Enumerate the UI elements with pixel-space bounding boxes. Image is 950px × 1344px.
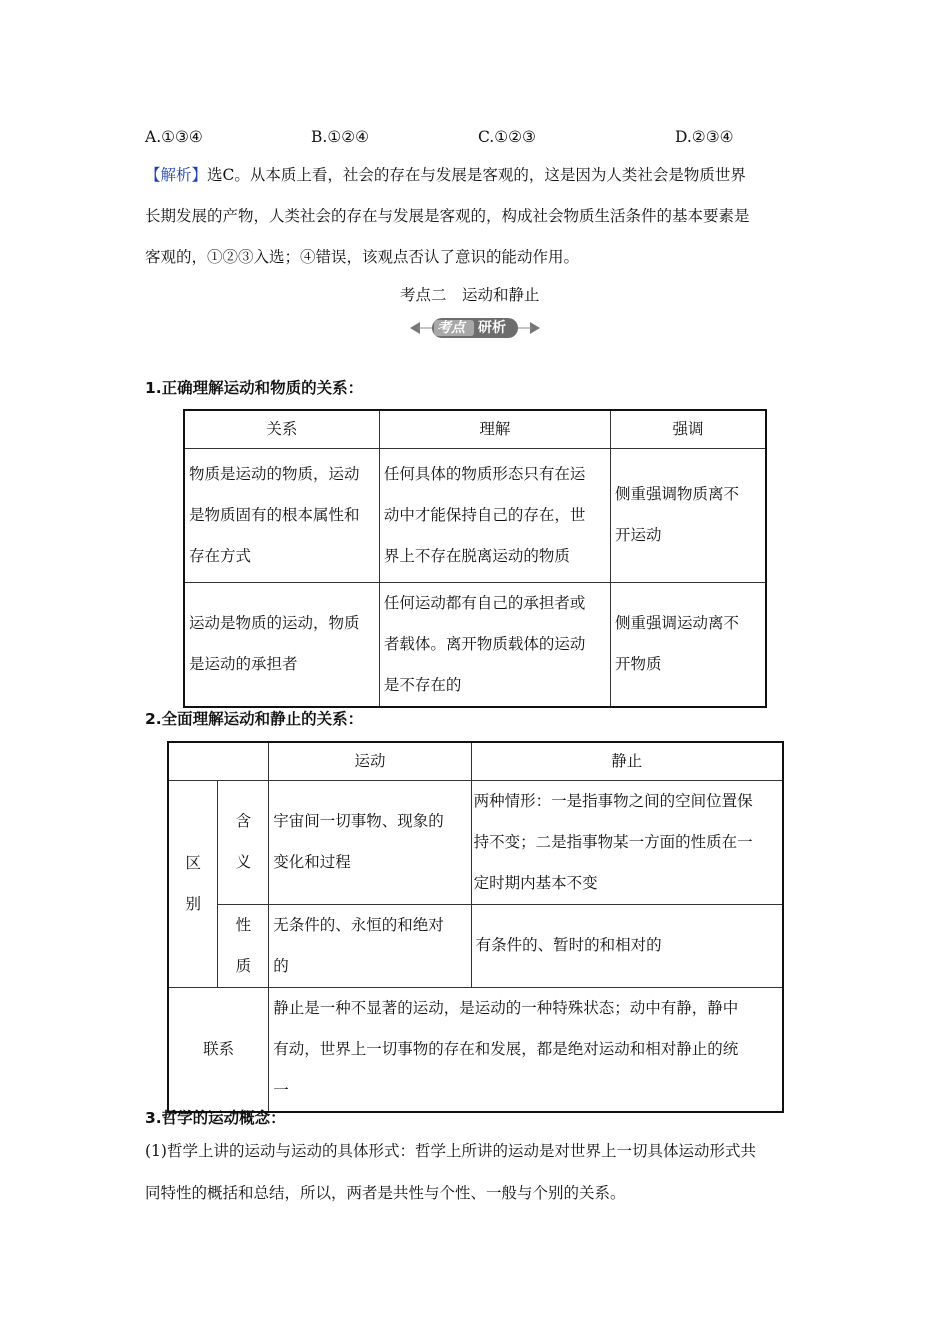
table2-header-motion: 运动 [269, 742, 471, 780]
heading-2: 2.全面理解运动和静止的关系： [145, 710, 364, 728]
banner-text-1: 考点 [437, 320, 465, 336]
table2-link-text [269, 987, 783, 1112]
text-line: 有动，世界上一切事物的存在和发展，都是绝对运动和相对静止的统 [273, 1039, 739, 1058]
option-a: A.①③④ [145, 128, 203, 146]
table2-nature-motion [269, 904, 471, 987]
table1-row2-relation [184, 582, 379, 707]
table2-meaning-label [218, 780, 269, 904]
para3-line-1: (1)哲学上讲的运动与运动的具体形式：哲学上所讲的运动是对世界上一切具体运动形式共 [145, 1142, 756, 1160]
text-line: 定时期内基本不变 [473, 873, 598, 892]
table2-meaning-motion [269, 780, 471, 904]
text-line: 别 [185, 894, 201, 913]
table1-header-understanding: 理解 [379, 410, 610, 448]
text-line: 是运动的承担者 [189, 655, 298, 673]
option-c: C.①②③ [478, 128, 536, 146]
text-line: 质 [235, 956, 252, 975]
text-line: 无条件的、永恒的和绝对 [273, 915, 444, 934]
text-line: 开物质 [615, 655, 662, 673]
text-line: 开运动 [615, 526, 662, 544]
text-line: 含 [235, 812, 252, 830]
text-line: 持不变；二是指事物某一方面的性质在一 [473, 832, 753, 851]
table2-distinction-label [168, 780, 218, 987]
text-line: 宇宙间一切事物、现象的 [273, 812, 444, 830]
analysis-text-1: 选C。从本质上看，社会的存在与发展是客观的，这是因为人类社会是物质世界 [207, 166, 746, 184]
text-line: 界上不存在脱离运动的物质 [383, 546, 570, 565]
banner-graphic [410, 316, 540, 340]
text-line: 物质是运动的物质，运动 [189, 464, 360, 483]
table1-row2-emphasis [611, 582, 766, 707]
table1-row1-relation [184, 448, 379, 582]
text-line: 静止是一种不显著的运动，是运动的一种特殊状态；动中有静，静中 [273, 998, 739, 1017]
table1-row [184, 448, 766, 582]
table2-nature-rest: 有条件的、暂时的和相对的 [471, 904, 783, 987]
heading-3: 3.哲学的运动概念： [145, 1109, 286, 1127]
para3-line-2: 同特性的概括和总结，所以，两者是共性与个性、一般与个别的关系。 [145, 1184, 626, 1202]
text-line: 侧重强调运动离不 [615, 614, 740, 632]
text-line: 区 [185, 853, 201, 872]
table1-row1-understanding [379, 448, 610, 582]
table1-row1-emphasis [611, 448, 766, 582]
text-line: 的 [273, 956, 289, 975]
analysis-line-1 [145, 164, 746, 186]
text-line: 是物质固有的根本属性和 [189, 505, 360, 524]
table2-nature-label [218, 904, 269, 987]
table2-header-rest: 静止 [471, 742, 783, 780]
text-line: 任何具体的物质形态只有在运 [383, 464, 586, 483]
option-d: D.②③④ [675, 128, 734, 146]
text-line: 运动是物质的运动，物质 [189, 614, 360, 632]
text-line: 一 [273, 1080, 289, 1099]
text-line: 变化和过程 [273, 853, 351, 871]
banner-text-2: 研析 [478, 320, 506, 336]
table2-header-empty [168, 742, 269, 780]
text-line: 是不存在的 [383, 675, 462, 694]
section-banner [410, 316, 540, 340]
motion-rest-table [167, 741, 784, 1113]
section-title: 考点二 运动和静止 [400, 286, 540, 304]
table1-row2-understanding [379, 582, 610, 707]
text-line: 义 [235, 853, 252, 871]
analysis-line-3: 客观的，①②③入选；④错误，该观点否认了意识的能动作用。 [145, 248, 580, 266]
table1-header-relation: 关系 [184, 410, 379, 448]
text-line: 任何运动都有自己的承担者或 [383, 593, 586, 612]
heading-1: 1.正确理解运动和物质的关系： [145, 379, 364, 397]
analysis-label: 【解析】 [145, 166, 208, 184]
text-line: 两种情形：一是指事物之间的空间位置保 [473, 791, 753, 810]
text-line: 侧重强调物质离不 [615, 485, 740, 503]
text-line: 者载体。离开物质载体的运动 [383, 634, 586, 653]
option-b: B.①②④ [311, 128, 370, 146]
table1-header-emphasis: 强调 [611, 410, 766, 448]
text-line: 动中才能保持自己的存在，世 [383, 505, 586, 524]
motion-matter-table [183, 409, 767, 708]
analysis-line-2: 长期发展的产物，人类社会的存在与发展是客观的，构成社会物质生活条件的基本要素是 [145, 207, 750, 225]
table1-row [184, 582, 766, 707]
table2-meaning-rest [471, 780, 783, 904]
text-line: 性 [235, 915, 252, 934]
answer-options [145, 126, 845, 148]
text-line: 存在方式 [189, 546, 252, 565]
table2-link-label: 联系 [168, 987, 269, 1112]
